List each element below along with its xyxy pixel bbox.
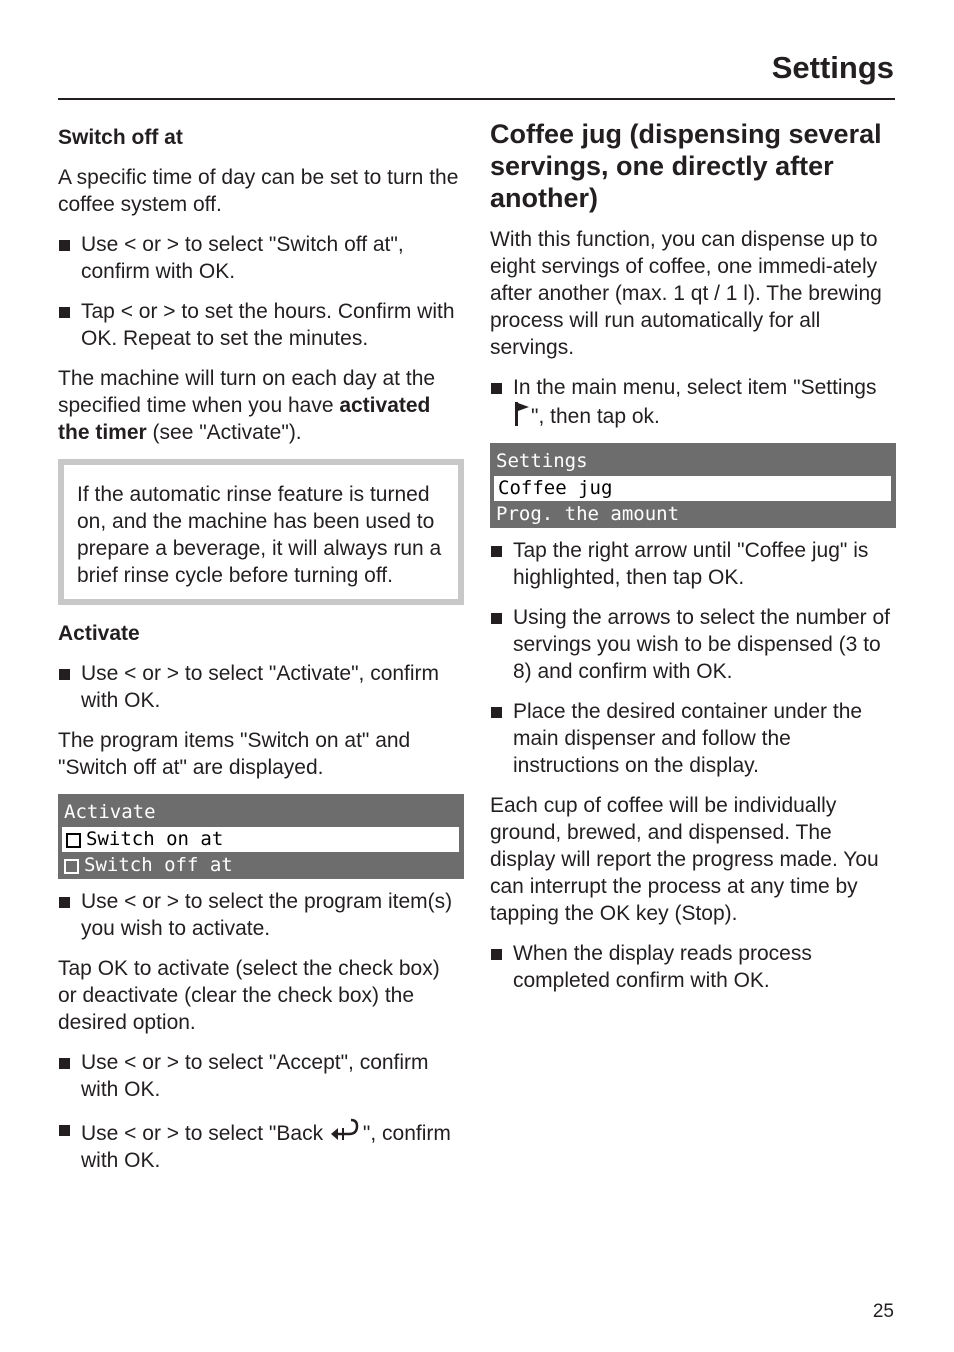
- bullet-square-icon: [491, 613, 502, 624]
- list-item: [58, 660, 464, 714]
- display-title: Settings: [496, 450, 588, 472]
- tap-ok-paragraph: Tap OK to activate (select the check box) or deactivate (clear the check box) the desired option.: [58, 957, 440, 1034]
- list-item: [490, 374, 896, 430]
- display-item-prog-amount: Prog. the amount: [496, 503, 680, 525]
- cup-paragraph: Each cup of coffee will be individually ground, brewed, and dispensed. The display will report the progress made. You can interrupt the process at any time by tapping the OK key (Stop).: [490, 794, 879, 925]
- right-column: [490, 118, 896, 994]
- bullet-square-icon: [59, 307, 70, 318]
- activate-display: [58, 794, 464, 879]
- list-item: [58, 298, 464, 352]
- bullet-text: Use < or > to select "Activate", confirm with OK.: [81, 662, 440, 712]
- list-item: [58, 1116, 464, 1174]
- display-item-switch-on: [62, 827, 459, 852]
- bullet-square-icon: [491, 546, 502, 557]
- display-item-switch-off: [58, 852, 464, 879]
- note-box: If the automatic rinse feature is turned on, and the machine has been used to prepare a beverage, it will always run a brief rinse cycle before turning off.: [58, 459, 464, 605]
- page-header-title: Settings: [771, 50, 894, 85]
- list-item: [58, 1049, 464, 1103]
- header-rule: [58, 98, 895, 100]
- settings-flag-icon: [513, 401, 531, 427]
- list-item: [58, 231, 464, 285]
- bullet-square-icon: [491, 383, 502, 394]
- bullet-text: Tap < or > to set the hours. Confirm with OK. Repeat to set the minutes.: [81, 300, 455, 350]
- bullet-square-icon: [59, 669, 70, 680]
- switch-off-heading: Switch off at: [58, 126, 183, 149]
- back-arrow-icon: [329, 1116, 363, 1144]
- bullet-square-icon: [59, 1125, 70, 1136]
- list-item: [490, 698, 896, 779]
- bullet-square-icon: [59, 240, 70, 251]
- bullet-text-a: Use < or > to select "Back: [81, 1122, 329, 1145]
- bullet-square-icon: [59, 897, 70, 908]
- display-item-label: Switch on at: [86, 828, 224, 850]
- bullet-text: Use < or > to select the program item(s) you wish to activate.: [81, 890, 453, 940]
- list-item: [490, 604, 896, 685]
- bullet-text-b: ", confirm with OK.: [81, 1122, 451, 1172]
- coffee-jug-intro: With this function, you can dispense up to eight servings of coffee, one immedi-ately after another (max. 1 qt / 1 l). The brewing process will run automatically for all servings.: [490, 228, 882, 359]
- display-title: Activate: [64, 801, 156, 823]
- bullet-text: Use < or > to select "Switch off at", confirm with OK.: [81, 233, 404, 283]
- bullet-text: Tap the right arrow until "Coffee jug" is highlighted, then tap OK.: [513, 539, 869, 589]
- switch-off-intro: A specific time of day can be set to turn the coffee system off.: [58, 166, 459, 216]
- bullet-square-icon: [491, 949, 502, 960]
- bullet-text: Using the arrows to select the number of servings you wish to be dispensed (3 to 8) and confirm with OK.: [513, 606, 891, 683]
- checkbox-icon: [64, 859, 79, 874]
- display-item-coffee-jug: Coffee jug: [494, 476, 891, 501]
- bullet-square-icon: [491, 707, 502, 718]
- bullet-text-b: ", then tap ok.: [531, 405, 660, 428]
- bullet-text-a: In the main menu, select item "Settings: [513, 376, 877, 399]
- checkbox-icon: [66, 833, 81, 848]
- timer-paragraph: [58, 365, 464, 446]
- bullet-square-icon: [59, 1058, 70, 1069]
- timer-text-2: (see "Activate").: [146, 421, 302, 444]
- activate-heading: Activate: [58, 622, 140, 645]
- coffee-jug-heading: Coffee jug (dispensing several servings, one directly after another): [490, 119, 882, 213]
- bullet-text: When the display reads process completed confirm with OK.: [513, 942, 812, 992]
- left-column: [58, 118, 464, 1174]
- bullet-text: Use < or > to select "Accept", confirm with OK.: [81, 1051, 429, 1101]
- page-number: 25: [872, 1301, 894, 1322]
- list-item: [490, 537, 896, 591]
- settings-display: [490, 443, 896, 528]
- bullet-text: Place the desired container under the main dispenser and follow the instructions on the display.: [513, 700, 863, 777]
- program-items-paragraph: The program items "Switch on at" and "Switch off at" are displayed.: [58, 729, 411, 779]
- list-item: [490, 940, 896, 994]
- timer-text-bold: activated the timer: [58, 394, 431, 444]
- timer-text-1: The machine will turn on each day at the specified time when you have: [58, 367, 436, 417]
- display-item-label: Switch off at: [84, 854, 233, 876]
- list-item: [58, 888, 464, 942]
